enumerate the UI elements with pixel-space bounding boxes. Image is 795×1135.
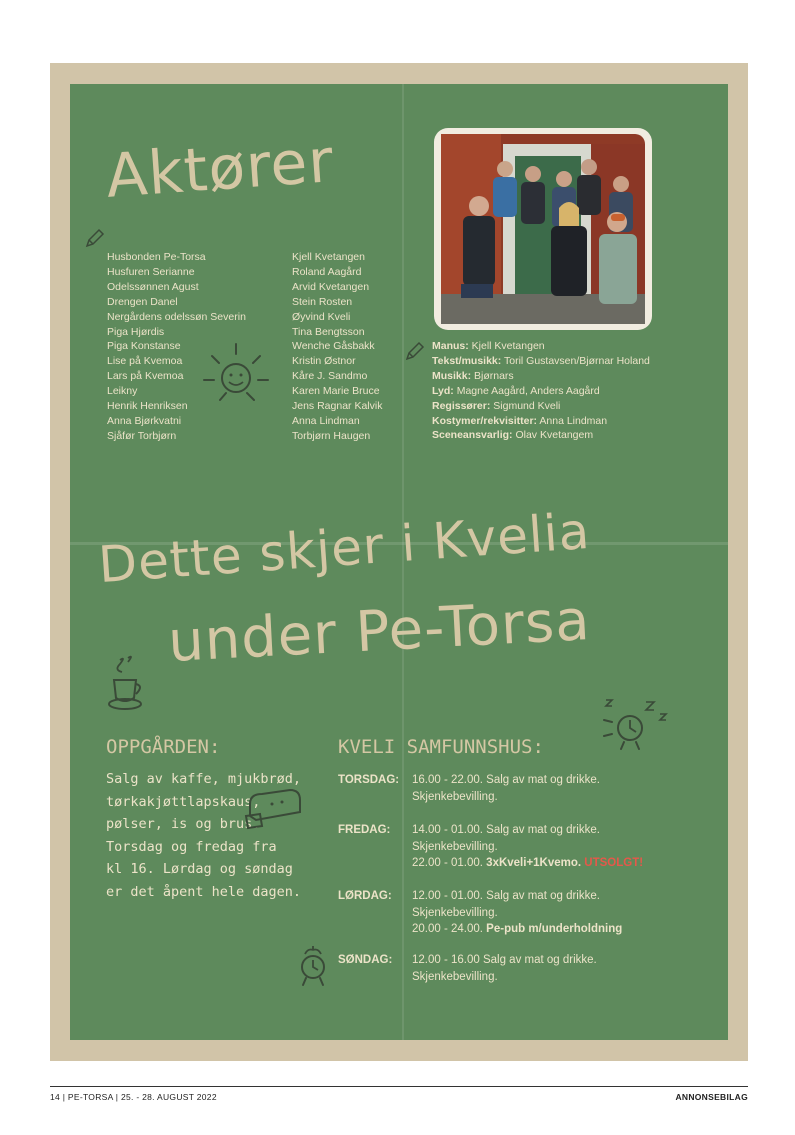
- actors-photo: [434, 128, 652, 330]
- actor-item: Jens Ragnar Kalvik: [292, 400, 383, 413]
- actors-list: [292, 250, 382, 444]
- credit-item: Manus: Kjell Kvetangen: [432, 340, 545, 352]
- actor-item: Kåre J. Sandmo: [292, 370, 368, 383]
- oppgarden-line: kl 16. Lørdag og søndag: [106, 861, 293, 878]
- footer-page-info: 14 | PE-TORSA | 25. - 28. AUGUST 2022: [50, 1092, 217, 1102]
- credits-list: [432, 339, 650, 443]
- actor-item: Kjell Kvetangen: [292, 251, 365, 263]
- headline-line-2: under Pe-Torsa: [166, 587, 592, 676]
- credit-item: Sceneansvarlig: Olav Kvetangem: [432, 429, 594, 442]
- pencil-icon: [84, 227, 106, 249]
- day-info: 14.00 - 01.00. Salg av mat og drikke. Skjenkebevilling. 22.00 - 01.00. 3xKveli+1Kvemo. UTSOLGT!: [412, 824, 644, 869]
- actor-item: Arvid Kvetangen: [292, 280, 370, 293]
- credit-item: Kostymer/rekvisitter: Anna Lindman: [432, 414, 608, 427]
- actor-item: Wenche Gåsbakk: [292, 340, 375, 353]
- poster: [70, 84, 728, 1040]
- alarm-clock-icon: [296, 940, 330, 990]
- role-item: Piga Konstanse: [107, 340, 181, 353]
- day-label: SØNDAG:: [338, 954, 393, 966]
- footer-divider: [50, 1086, 748, 1087]
- day-label: TORSDAG:: [338, 774, 400, 786]
- actor-item: Stein Rosten: [292, 295, 353, 308]
- pencil-icon: [404, 340, 426, 362]
- role-item: Nergårdens odelssøn Severin: [107, 310, 246, 323]
- oppgarden-line: pølser, is og brus.: [106, 816, 261, 833]
- role-item: Sjåfør Torbjørn: [107, 429, 177, 442]
- day-label: LØRDAG:: [338, 890, 392, 902]
- credit-item: Musikk: Bjørnars: [432, 369, 514, 382]
- actor-item: Torbjørn Haugen: [292, 429, 371, 442]
- sold-out-badge: UTSOLGT!: [581, 857, 644, 869]
- role-item: Drengen Danel: [107, 295, 178, 308]
- day-info: 16.00 - 22.00. Salg av mat og drikke. Skjenkebevilling.: [412, 774, 600, 803]
- actor-item: Kristin Østnor: [292, 355, 356, 368]
- actor-item: Karen Marie Bruce: [292, 385, 380, 398]
- role-item: Husbonden Pe-Torsa: [107, 251, 206, 263]
- actor-item: Øyvind Kveli: [292, 310, 351, 323]
- actor-item: Roland Aagård: [292, 265, 362, 278]
- role-item: Lise på Kvemoa: [107, 355, 183, 368]
- role-item: Henrik Henriksen: [107, 400, 188, 413]
- coffee-cup-icon: [106, 654, 148, 714]
- role-item: Husfuren Serianne: [107, 265, 195, 278]
- role-item: Piga Hjørdis: [107, 325, 165, 338]
- oppgarden-line: Torsdag og fredag fra: [106, 838, 277, 855]
- credit-item: Tekst/musikk: Toril Gustavsen/Bjørnar Holand: [432, 354, 650, 367]
- actor-item: Tina Bengtsson: [292, 325, 365, 338]
- oppgarden-title: OPPGÅRDEN:: [106, 736, 221, 758]
- aktorer-title: Aktører: [103, 126, 337, 212]
- role-item: Anna Bjørkvatni: [107, 414, 182, 427]
- oppgarden-line: er det åpent hele dagen.: [106, 883, 302, 900]
- credit-item: Regissører: Sigmund Kveli: [432, 399, 561, 412]
- bread-icon: [242, 786, 304, 830]
- actor-item: Anna Lindman: [292, 414, 360, 427]
- day-label: FREDAG:: [338, 824, 391, 836]
- oppgarden-line: tørkakjøttlapskaus,: [106, 793, 261, 810]
- headline-line-1: Dette skjer i Kvelia: [96, 501, 593, 595]
- kveli-title: KVELI SAMFUNNSHUS:: [338, 736, 544, 758]
- oppgarden-line: Salg av kaffe, mjukbrød,: [106, 771, 302, 787]
- sun-face-icon: [196, 338, 276, 408]
- role-item: Odelssønnen Agust: [107, 280, 199, 293]
- role-item: Leikny: [107, 385, 138, 398]
- group-photo: [441, 134, 645, 324]
- footer-section-label: ANNONSEBILAG: [675, 1092, 748, 1102]
- day-info: 12.00 - 16.00 Salg av mat og drikke. Skjenkebevilling.: [412, 954, 597, 983]
- credit-item: Lyd: Magne Aagård, Anders Aagård: [432, 384, 600, 397]
- alarm-clock-icon: [594, 692, 670, 752]
- day-info: 12.00 - 01.00. Salg av mat og drikke. Skjenkebevilling. 20.00 - 24.00. Pe-pub m/underholdning: [412, 890, 623, 935]
- role-item: Lars på Kvemoa: [107, 370, 184, 383]
